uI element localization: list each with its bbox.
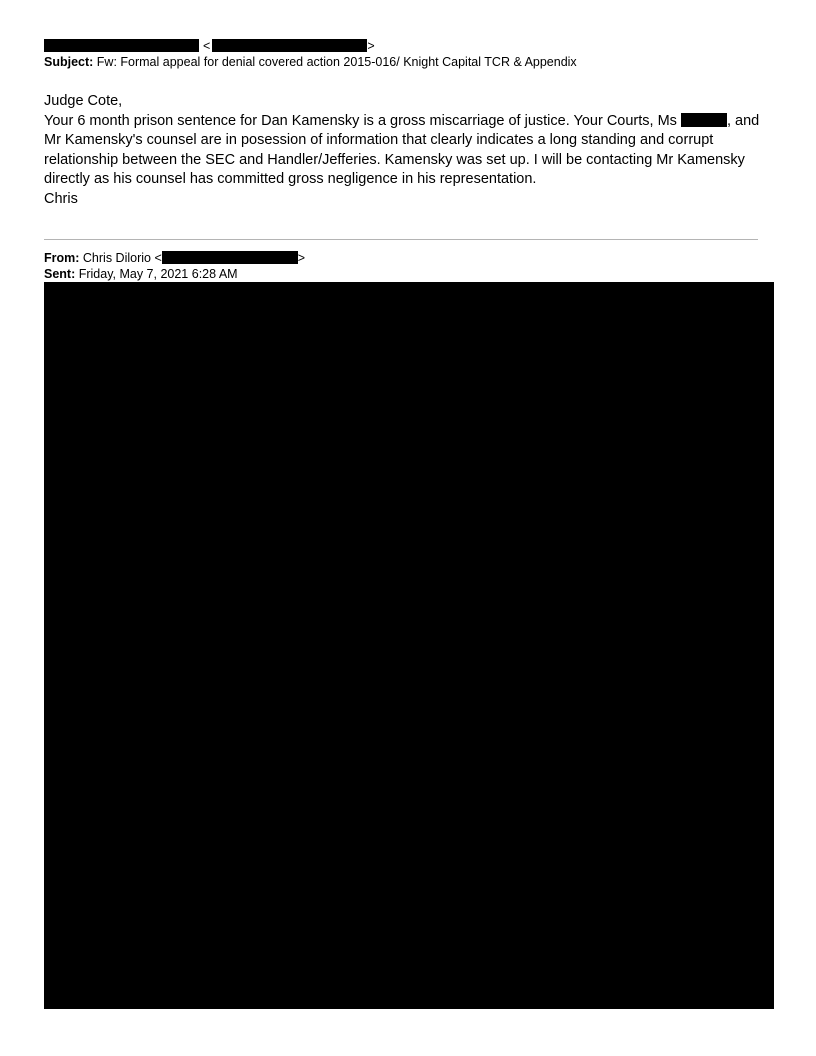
signature: Chris xyxy=(44,190,78,207)
subject-label: Subject: xyxy=(44,55,94,69)
redacted-sender-email xyxy=(212,39,367,52)
forward-divider xyxy=(44,239,758,240)
email-body xyxy=(44,92,774,209)
body-paragraph-part2: , and Mr Kamensky's counsel are in posession of information that clearly indicates a long standing and corrupt relationship between the SEC and Handler/Jefferies. Kamensky was set up. I will be contacting Mr Kamensky directly as his counsel has committed gross negligence in his representation. xyxy=(44,112,760,187)
forwarded-close-bracket: > xyxy=(297,251,306,265)
subject-value: Fw: Formal appeal for denial covered action 2015-016/ Knight Capital TCR & Appendix xyxy=(93,55,577,69)
forwarded-from-name: Chris Dilorio xyxy=(79,251,155,265)
redacted-name-inline xyxy=(681,113,727,127)
salutation: Judge Cote, xyxy=(44,93,123,109)
forwarded-open-bracket: < xyxy=(154,251,162,265)
redacted-sender-name xyxy=(44,39,199,52)
sender-open-bracket: < xyxy=(203,39,211,53)
forwarded-from-line xyxy=(44,250,305,266)
forwarded-sent-line xyxy=(44,266,238,282)
redacted-forwarded-email xyxy=(162,251,298,264)
header-subject-line xyxy=(44,54,577,70)
body-paragraph-part1: Your 6 month prison sentence for Dan Kamensky is a gross miscarriage of justice. Your Courts, Ms xyxy=(44,112,681,129)
forwarded-sent-value: Friday, May 7, 2021 6:28 AM xyxy=(75,267,238,281)
forwarded-from-label: From: xyxy=(44,251,80,265)
body-paragraph xyxy=(44,112,774,190)
redacted-message-block xyxy=(44,282,774,1009)
header-from-line xyxy=(44,38,375,54)
sender-close-bracket: > xyxy=(367,39,375,53)
forwarded-sent-label: Sent: xyxy=(44,267,76,281)
